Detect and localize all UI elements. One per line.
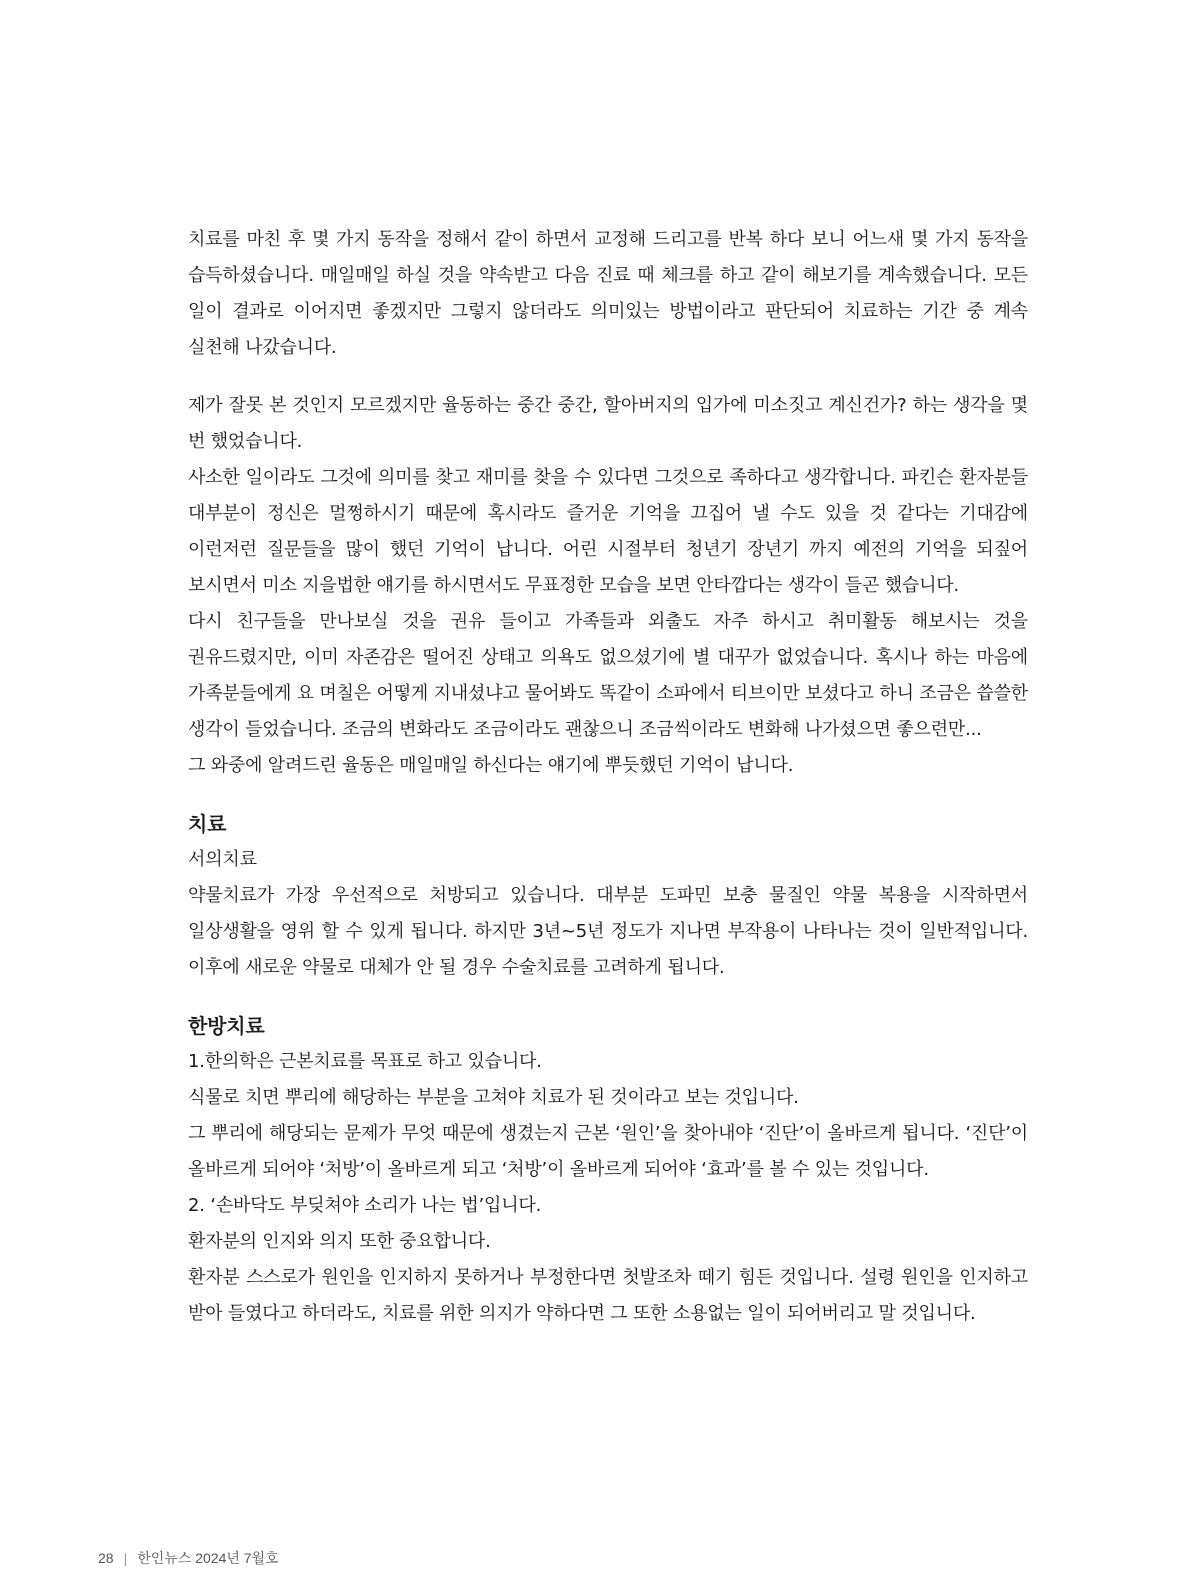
section-intro	[188, 222, 1028, 366]
publication-name: 한인뉴스 2024년 7월호	[137, 1550, 279, 1566]
page-footer	[98, 1548, 279, 1568]
footer-separator: |	[123, 1550, 128, 1566]
paragraph: 그 뿌리에 해당되는 문제가 무엇 때문에 생겼는지 근본 ‘원인’을 찾아내야 ‘진단’이 올바르게 됩니다. ‘진단’이 올바르게 되어야 ‘처방’이 올바르게 되고 ‘처방’이 올바르게 되어야 ‘효과’를 볼 수 있는 것입니다.	[188, 1123, 1028, 1180]
paragraph: 1.한의학은 근본치료를 목표로 하고 있습니다.	[188, 1051, 542, 1072]
paragraph: 환자분의 인지와 의지 또한 중요합니다.	[188, 1231, 491, 1252]
page-number: 28	[98, 1550, 114, 1566]
section-heading: 치료	[188, 812, 227, 836]
paragraph: 2. ‘손바닥도 부딪쳐야 소리가 나는 법’입니다.	[188, 1195, 542, 1216]
section-heading: 한방치료	[188, 1014, 265, 1038]
paragraph: 치료를 마친 후 몇 가지 동작을 정해서 같이 하면서 교정해 드리고를 반복 하다 보니 어느새 몇 가지 동작을 습득하셨습니다. 매일매일 하실 것을 약속받고 다음 진료 때 체크를 하고 같이 해보기를 계속했습니다. 모든 일이 결과로 이어지면 좋겠지만 그렇지 않더라도 의미있는 방법이라고 판단되어 치료하는 기간 중 계속 실천해 나갔습니다.	[188, 229, 1028, 358]
section-treatment	[188, 806, 1028, 986]
section-herbal-treatment	[188, 1008, 1028, 1332]
paragraph: 그 와중에 알려드린 율동은 매일매일 하신다는 얘기에 뿌듯했던 기억이 납니다.	[188, 755, 794, 776]
paragraph: 제가 잘못 본 것인지 모르겠지만 율동하는 중간 중간, 할아버지의 입가에 미소짓고 계신건가? 하는 생각을 몇 번 했었습니다.	[188, 395, 1028, 452]
paragraph: 환자분 스스로가 원인을 인지하지 못하거나 부정한다면 첫발조차 떼기 힘든 것입니다. 설령 원인을 인지하고 받아 들였다고 하더라도, 치료를 위한 의지가 약하다면 그 또한 소용없는 일이 되어버리고 말 것입니다.	[188, 1267, 1028, 1324]
article-body	[188, 222, 1028, 1332]
paragraph: 약물치료가 가장 우선적으로 처방되고 있습니다. 대부분 도파민 보충 물질인 약물 복용을 시작하면서 일상생활을 영위 할 수 있게 됩니다. 하지만 3년~5년 정도가 지나면 부작용이 나타나는 것이 일반적입니다. 이후에 새로운 약물로 대체가 안 될 경우 수술치료를 고려하게 됩니다.	[188, 885, 1028, 978]
paragraph: 식물로 치면 뿌리에 해당하는 부분을 고쳐야 치료가 된 것이라고 보는 것입니다.	[188, 1087, 799, 1108]
paragraph: 다시 친구들을 만나보실 것을 권유 들이고 가족들과 외출도 자주 하시고 취미활동 해보시는 것을 권유드렸지만, 이미 자존감은 떨어진 상태고 의욕도 없으셨기에 별 대꾸가 없었습니다. 혹시나 하는 마음에 가족분들에게 요 며칠은 어떻게 지내셨냐고 물어봐도 똑같이 소파에서 티브이만 보셨다고 하니 조금은 씁쓸한 생각이 들었습니다. 조금의 변화라도 조금이라도 괜찮으니 조금씩이라도 변화해 나가셨으면 좋으련만...	[188, 611, 1028, 740]
paragraph: 서의치료	[188, 849, 257, 870]
paragraph: 사소한 일이라도 그것에 의미를 찾고 재미를 찾을 수 있다면 그것으로 족하다고 생각합니다. 파킨슨 환자분들 대부분이 정신은 멀쩡하시기 때문에 혹시라도 즐거운 기억을 끄집어 낼 수도 있을 것 같다는 기대감에 이런저런 질문들을 많이 했던 기억이 납니다. 어린 시절부터 청년기 장년기 까지 예전의 기억을 되짚어 보시면서 미소 지을법한 얘기를 하시면서도 무표정한 모습을 보면 안타깝다는 생각이 들곤 했습니다.	[188, 467, 1028, 596]
section-observation	[188, 388, 1028, 784]
